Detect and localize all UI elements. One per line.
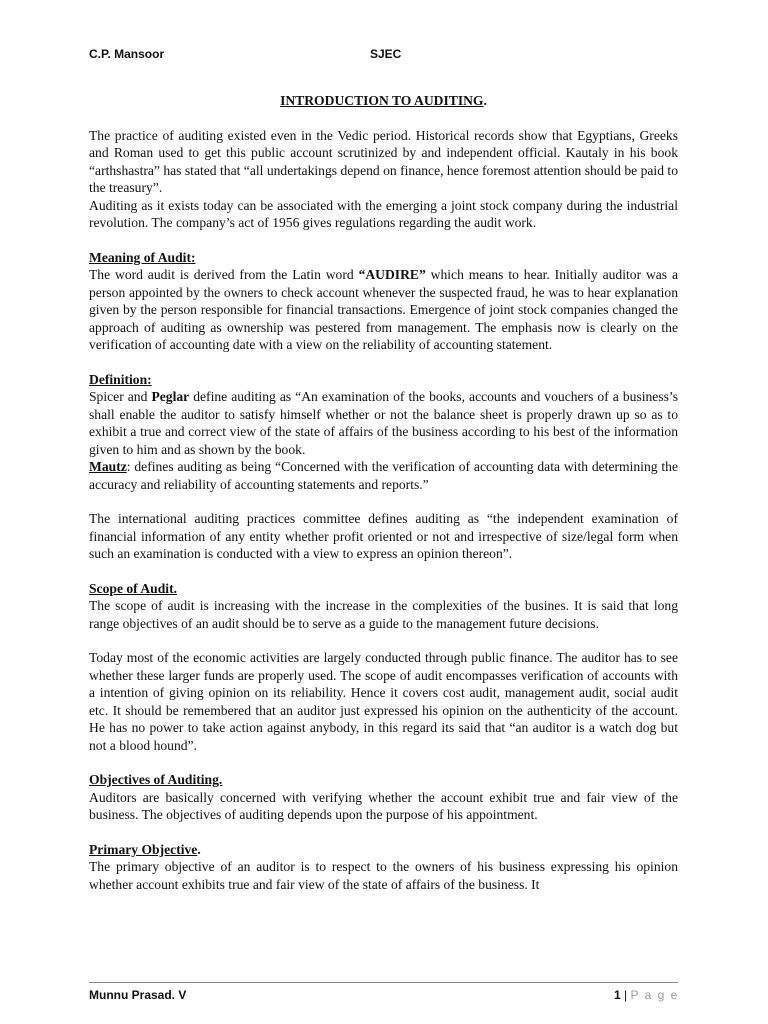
objectives-paragraph: Auditors are basically concerned with verifying whether the account exhibit true and fair view of the business. The objectives of auditing depends upon the purpose of his appointment.	[89, 789, 678, 822]
definition-iapc: The international auditing practices committee defines auditing as “the independent examination of financial information of any entity whether profit oriented or not and irrespective of size/legal form when such an examination is conducted with a view to express an opinion thereon”.	[89, 511, 678, 561]
scope-heading: Scope of Audit.	[89, 580, 177, 596]
meaning-keyword: “AUDIRE”	[358, 267, 426, 282]
page-word: P a g e	[630, 988, 679, 1002]
primary-heading-dot: .	[197, 841, 201, 857]
primary-paragraph: The primary objective of an auditor is to respect to the owners of his business expressing his opinion whether account exhibits true and fair view of the state of affairs of the business. It	[89, 859, 678, 892]
page-separator: |	[620, 988, 631, 1002]
footer-name: Munnu Prasad. V	[89, 988, 187, 1002]
mautz-name: Mautz	[89, 459, 127, 474]
meaning-heading	[89, 249, 678, 267]
primary-heading	[89, 841, 678, 859]
header-college: SJEC	[370, 47, 402, 61]
peglar-name: Peglar	[151, 389, 190, 404]
definition-heading: Definition:	[89, 371, 152, 387]
header-author: C.P. Mansoor	[89, 47, 165, 61]
meaning-text-before: The word audit is derived from the Latin word	[89, 267, 359, 282]
mautz-text: : defines auditing as being “Concerned with the verification of accounting data with determining the accuracy and reliability of accounting statements and reports.”	[89, 459, 678, 492]
intro-paragraph-2: Auditing as it exists today can be associated with the emerging a joint stock company during the industrial revolution. The company’s act of 1956 gives regulations regarding the audit work.	[89, 197, 678, 230]
page-number: 1	[614, 988, 621, 1002]
definition-mautz	[89, 458, 678, 493]
scope-paragraph-1: The scope of audit is increasing with the increase in the complexities of the busines. It is said that long range objectives of an audit should be to serve as a guide to the management future decisions.	[89, 598, 678, 631]
document-title	[89, 92, 678, 110]
scope-paragraph-2: Today most of the economic activities are largely conducted through public finance. The auditor has to see whether these larger funds are properly used. The scope of audit encompasses verification of accounts with a intention of giving opinion on its reliability. Hence it covers cost audit, management audit, social audit etc. It should be remembered that an auditor just expressed his opinion on the authenticity of the account. He has no power to take action against anybody, in this regard its said that “an auditor is a watch dog but not a blood hound”.	[89, 650, 678, 753]
footer-rule	[89, 982, 678, 983]
meaning-paragraph	[89, 266, 678, 354]
meaning-heading-colon: :	[190, 249, 196, 265]
footer-page	[614, 988, 679, 1002]
meaning-heading-text: Meaning of Audit	[89, 249, 191, 265]
definition-spicer	[89, 388, 678, 458]
spicer-after: define auditing as “An examination of the books, accounts and vouchers of a business’s shall enable the auditor to satisfy himself whether or not the balance sheet is properly drawn up so as to exhibit a true and correct view of the state of affairs of the business according to his best of the information given to him and as shown by the book.	[89, 389, 678, 457]
primary-heading-text: Primary Objective	[89, 841, 198, 857]
meaning-text-after: which means to hear. Initially auditor was a person appointed by the owners to check account whenever the suspected fraud, he was to hear explanation given by the person responsible for financial transactions. Emergence of joint stock companies changed the approach of auditing as ownership was pestered from management. The emphasis now is clearly on the verification of accounting date with a view on the reliability of accounting statement.	[89, 267, 679, 352]
objectives-heading: Objectives of Auditing.	[89, 772, 223, 787]
document-body	[89, 92, 678, 893]
intro-paragraph-1: The practice of auditing existed even in the Vedic period. Historical records show that Egyptians, Greeks and Roman used to get this public account scrutinized by and independent official. Kautaly in his book “arthshastra” has stated that “all undertakings depend on finance, hence foremost attention should be paid to the treasury”.	[89, 127, 678, 195]
spicer-before: Spicer and	[89, 389, 152, 404]
title-text: INTRODUCTION TO AUDITING	[280, 93, 484, 108]
title-period: .	[483, 93, 487, 108]
